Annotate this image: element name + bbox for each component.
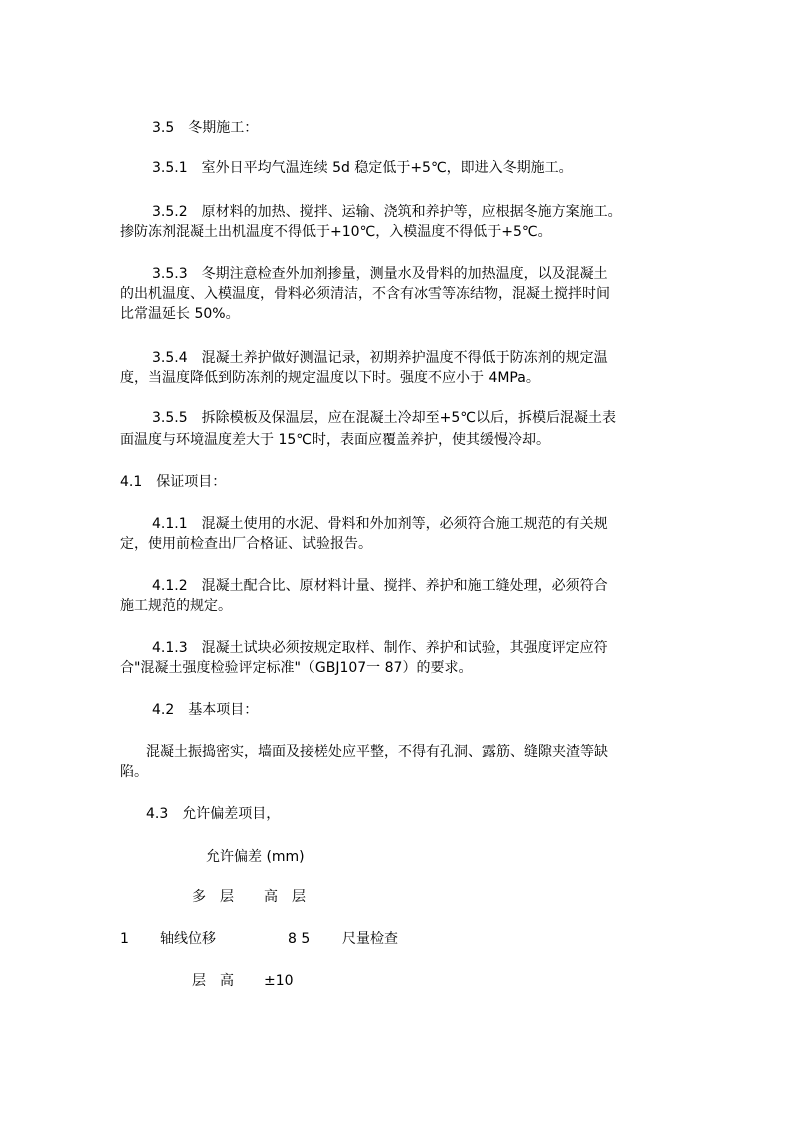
table-header-tolerance: 允许偏差 (mm) xyxy=(206,849,305,865)
table-row-1-values: 8 5 xyxy=(288,931,311,947)
paragraph-3-5-5-line1: 3.5.5 拆除模板及保温层，应在混凝土冷却至+5℃以后，拆模后混凝土表 xyxy=(152,410,616,426)
table-row-1-item: 轴线位移 xyxy=(160,931,216,947)
paragraph-3-5-3-line3: 比常温延长 50%。 xyxy=(120,306,240,322)
paragraph-4-2-line2: 陷。 xyxy=(120,764,148,780)
table-row-2-item: 层 高 xyxy=(192,973,234,989)
paragraph-4-1-2-line1: 4.1.2 混凝土配合比、原材料计量、搅拌、养护和施工缝处理，必须符合 xyxy=(152,578,608,594)
paragraph-3-5-1: 3.5.1 室外日平均气温连续 5d 稳定低于+5℃，即进入冬期施工。 xyxy=(152,160,573,176)
paragraph-3-5-5-line2: 面温度与环境温度差大于 15℃时，表面应覆盖养护，使其缓慢冷却。 xyxy=(120,432,550,448)
paragraph-4-1-3-line1: 4.1.3 混凝土试块必须按规定取样、制作、养护和试验，其强度评定应符 xyxy=(152,640,608,656)
paragraph-4-1-3-line2: 合"混凝土强度检验评定标准"（GBJ107一 87）的要求。 xyxy=(120,660,473,676)
paragraph-4-1-2-line2: 施工规范的规定。 xyxy=(120,598,232,614)
paragraph-4-1-1-line1: 4.1.1 混凝土使用的水泥、骨料和外加剂等，必须符合施工规范的有关规 xyxy=(152,516,608,532)
section-heading-4-2: 4.2 基本项目： xyxy=(152,702,259,718)
paragraph-3-5-4-line2: 度，当温度降低到防冻剂的规定温度以下时。强度不应小于 4MPa。 xyxy=(120,370,540,386)
table-row-2-value: ±10 xyxy=(264,973,294,989)
paragraph-3-5-3-line1: 3.5.3 冬期注意检查外加剂掺量，测量水及骨料的加热温度，以及混凝土 xyxy=(152,266,608,282)
paragraph-3-5-2-line1: 3.5.2 原材料的加热、搅拌、运输、浇筑和养护等，应根据冬施方案施工。 xyxy=(152,204,622,220)
table-header-high-rise: 高 层 xyxy=(264,889,306,905)
section-heading-3-5: 3.5 冬期施工： xyxy=(152,120,259,136)
table-header-multi-storey: 多 层 xyxy=(192,889,234,905)
paragraph-4-1-1-line2: 定，使用前检查出厂合格证、试验报告。 xyxy=(120,536,372,552)
table-row-1-method: 尺量检查 xyxy=(342,931,398,947)
paragraph-3-5-2-line2: 掺防冻剂混凝土出机温度不得低于+10℃，入模温度不得低于+5℃。 xyxy=(120,224,552,240)
paragraph-3-5-3-line2: 的出机温度、入模温度，骨料必须清洁，不含有冰雪等冻结物，混凝土搅拌时间 xyxy=(120,286,610,302)
paragraph-3-5-4-line1: 3.5.4 混凝土养护做好测温记录，初期养护温度不得低于防冻剂的规定温 xyxy=(152,350,608,366)
paragraph-4-2-line1: 混凝土振捣密实，墙面及接槎处应平整，不得有孔洞、露筋、缝隙夹渣等缺 xyxy=(146,744,608,760)
section-heading-4-3: 4.3 允许偏差项目， xyxy=(146,806,281,822)
table-row-1-number: 1 xyxy=(120,931,129,947)
section-heading-4-1: 4.1 保证项目： xyxy=(120,474,227,490)
